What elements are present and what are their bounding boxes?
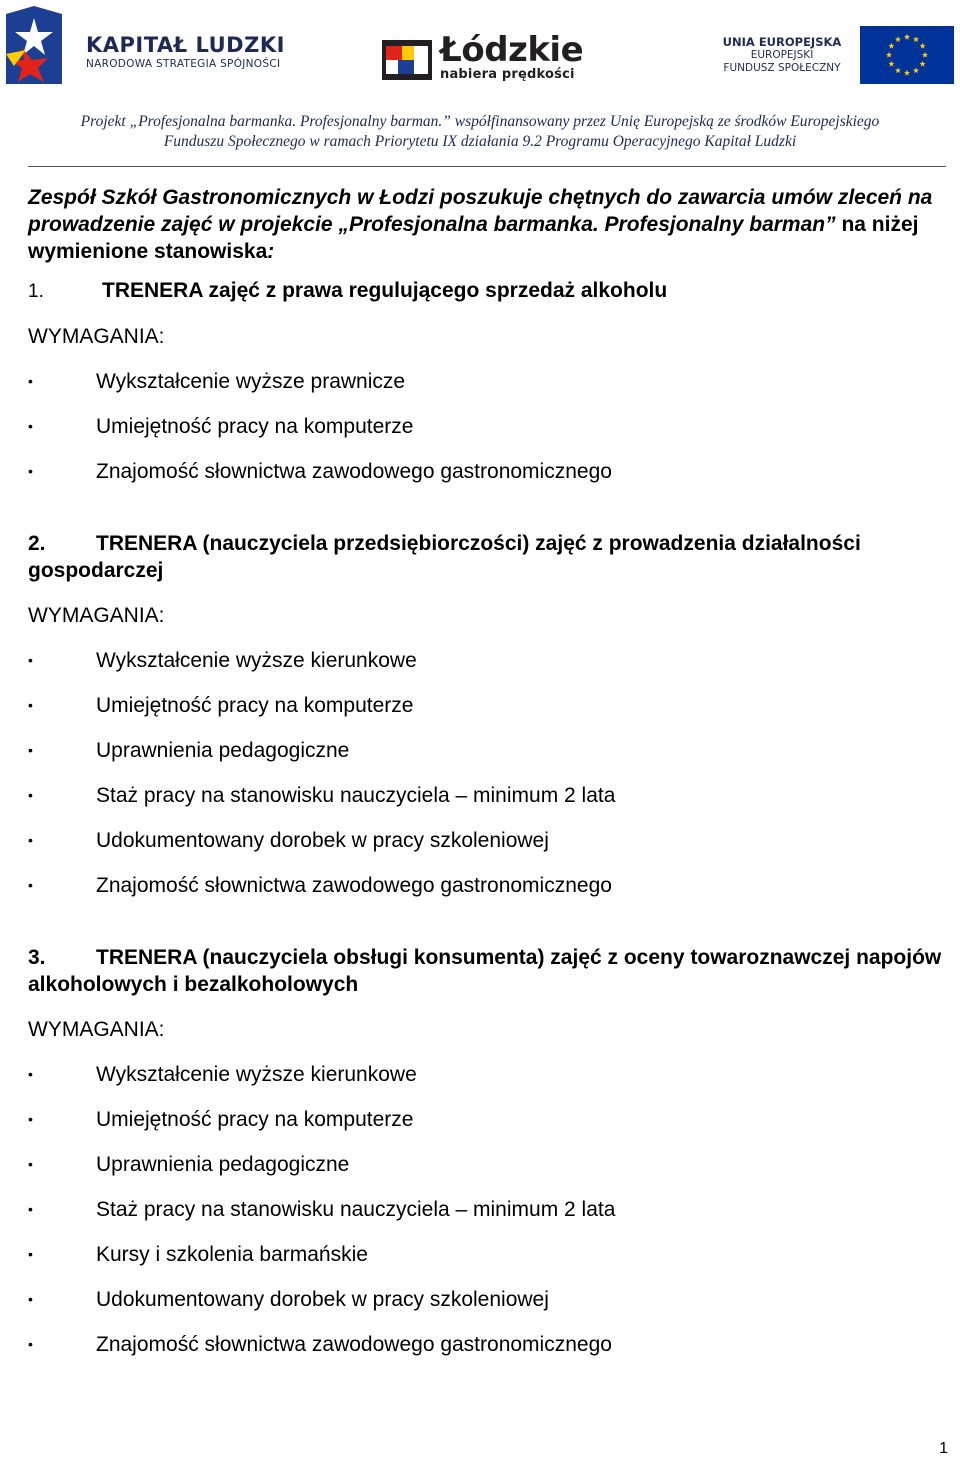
list-item [28,1331,948,1358]
eu-line-1: UNIA EUROPEJSKA [722,35,842,49]
bullet-icon: • [28,1246,33,1262]
section-3-title [28,944,948,998]
section-2-requirements [28,647,948,899]
bullet-icon: • [28,1291,33,1307]
project-funding-note [0,112,960,152]
bullet-icon: • [28,1066,33,1082]
section-2-heading: TRENERA (nauczyciela przedsiębiorczości) zajęć z prowadzenia działalności gospodarczej [28,532,861,582]
kapital-ludzki-subtitle: NARODOWA STRATEGIA SPÓJNOŚCI [86,58,281,70]
list-item [28,1151,948,1178]
list-item [28,1196,948,1223]
bullet-icon: • [28,1156,33,1172]
list-item-text: Kursy i szkolenia barmańskie [96,1243,368,1266]
list-item-text: Umiejętność pracy na komputerze [96,415,414,438]
list-item-text: Wykształcenie wyższe kierunkowe [96,1063,417,1086]
eu-flag-icon [860,26,954,84]
list-item-text: Znajomość słownictwa zawodowego gastronomicznego [96,1333,612,1356]
document-body [28,184,948,1358]
section-2-number: 2. [28,532,46,555]
bullet-icon: • [28,652,33,668]
list-item [28,737,948,764]
lodzkie-wordmark [440,30,584,82]
bullet-icon: • [28,742,33,758]
kapital-ludzki-star-logo [4,4,64,92]
bullet-icon: • [28,1111,33,1127]
list-item-text: Umiejętność pracy na komputerze [96,1108,414,1131]
section-1-heading: TRENERA zajęć z prawa regulującego sprzedaż alkoholu [102,279,668,302]
section-3-number: 3. [28,946,46,969]
list-item [28,827,948,854]
section-1-title [28,277,948,305]
list-item [28,647,948,674]
kapital-ludzki-wordmark [86,34,285,70]
list-item [28,872,948,899]
intro-colon: : [267,240,275,263]
list-item-text: Staż pracy na stanowisku nauczyciela – minimum 2 lata [96,784,616,807]
list-item-text: Udokumentowany dorobek w pracy szkoleniowej [96,1288,549,1311]
bullet-icon: • [28,877,33,893]
list-item [28,692,948,719]
bullet-icon: • [28,1336,33,1352]
list-item [28,1286,948,1313]
bullet-icon: • [28,832,33,848]
header-logos [0,0,960,100]
list-item [28,413,948,440]
list-item-text: Wykształcenie wyższe kierunkowe [96,649,417,672]
bullet-icon: • [28,463,33,479]
section-2-title [28,530,948,584]
lodzkie-logo-mark [382,40,432,80]
list-item [28,1106,948,1133]
list-item [28,1241,948,1268]
list-item-text: Udokumentowany dorobek w pracy szkoleniowej [96,829,549,852]
kapital-ludzki-title: KAPITAŁ LUDZKI [86,33,285,57]
section-1-requirements [28,368,948,485]
list-item [28,368,948,395]
bullet-icon: • [28,697,33,713]
intro-regular: na niżej wymienione stanowiska [28,213,919,263]
intro-paragraph [28,184,948,265]
section-1-requirements-label: WYMAGANIA: [28,325,165,348]
list-item-text: Uprawnienia pedagogiczne [96,739,350,762]
lodzkie-title: Łódzkie [440,30,584,70]
lodzkie-subtitle: nabiera prędkości [440,67,575,82]
eu-line-3: FUNDUSZ SPOŁECZNY [723,62,841,74]
bullet-icon: • [28,787,33,803]
bullet-icon: • [28,418,33,434]
section-1-number: 1. [28,281,44,302]
position-section-2 [28,530,948,899]
header-divider [28,166,946,167]
list-item-text: Znajomość słownictwa zawodowego gastronomicznego [96,460,612,483]
position-section-3 [28,944,948,1358]
project-line-1: Projekt „Profesjonalna barmanka. Profesjonalny barman.” współfinansowany przez Unię Europejską ze środków Europejskiego [80,113,880,130]
page-number: 1 [939,1440,948,1457]
section-3-requirements [28,1061,948,1358]
section-3-heading: TRENERA (nauczyciela obsługi konsumenta) zajęć z oceny towaroznawczej napojów alkoholowych i bezalkoholowych [28,946,942,996]
project-line-2: Funduszu Społecznego w ramach Priorytetu IX działania 9.2 Programu Operacyjnego Kapitał Ludzki [163,133,797,150]
intro-italic: Zespół Szkół Gastronomicznych w Łodzi poszukuje chętnych do zawarcia umów zleceń na prowadzenie zajęć w projekcie „Profesjonalna barmanka. Profesjonalny barman” [28,186,933,236]
list-item [28,458,948,485]
list-item-text: Umiejętność pracy na komputerze [96,694,414,717]
list-item [28,782,948,809]
section-2-requirements-label: WYMAGANIA: [28,604,165,627]
list-item-text: Wykształcenie wyższe prawnicze [96,370,406,393]
list-item-text: Staż pracy na stanowisku nauczyciela – minimum 2 lata [96,1198,616,1221]
eu-line-2: EUROPEJSKI [750,49,814,61]
list-item-text: Uprawnienia pedagogiczne [96,1153,350,1176]
section-3-requirements-label: WYMAGANIA: [28,1018,165,1041]
bullet-icon: • [28,1201,33,1217]
eu-wordmark [712,36,852,75]
list-item [28,1061,948,1088]
list-item-text: Znajomość słownictwa zawodowego gastronomicznego [96,874,612,897]
position-section-1 [28,277,948,485]
bullet-icon: • [28,373,33,389]
